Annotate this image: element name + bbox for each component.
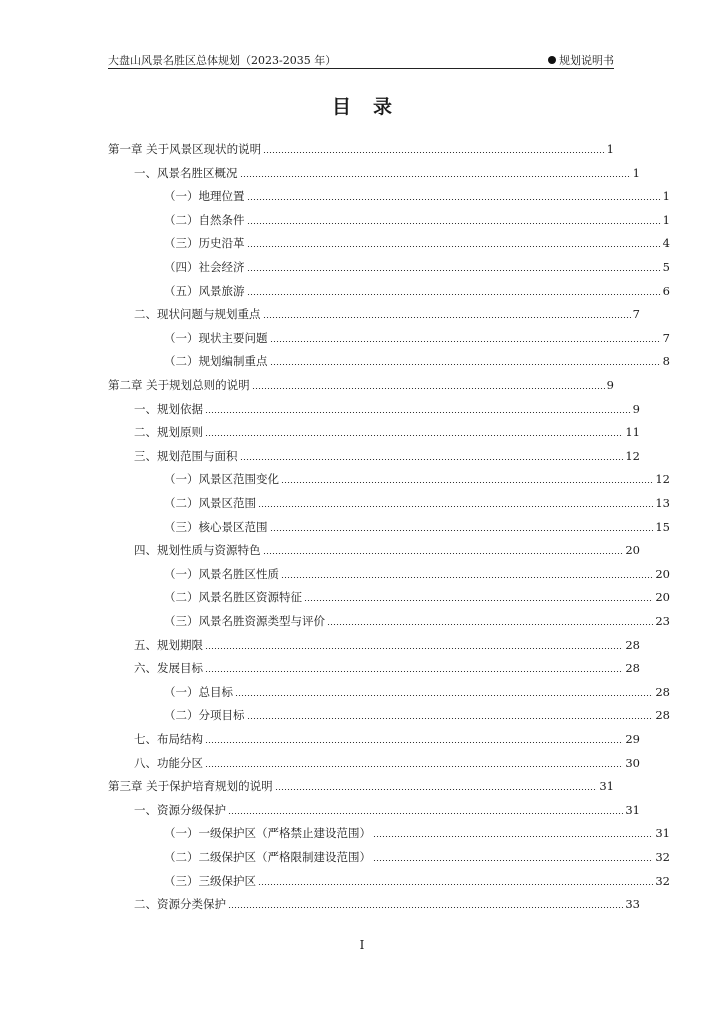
toc-entry-page: 6 [662, 283, 670, 298]
toc-entry-page: 7 [662, 330, 670, 345]
toc-entry-label: （一）总目标 [164, 684, 233, 699]
dot-leader [247, 246, 661, 247]
dot-leader [252, 388, 605, 389]
toc-entry-page: 12 [625, 448, 640, 463]
toc-entry-page: 28 [655, 684, 670, 699]
toc-entry-label: （三）核心景区范围 [164, 519, 268, 534]
toc-entry-label: 二、规划原则 [134, 425, 203, 440]
dot-leader [263, 553, 624, 554]
toc-entry[interactable] [108, 232, 670, 250]
section-label-text: 规划说明书 [559, 54, 614, 67]
toc-entry-page: 13 [655, 496, 670, 510]
toc-entry-page: 32 [655, 850, 670, 864]
toc-entry-page: 30 [625, 755, 640, 770]
dot-leader [205, 435, 623, 436]
toc-entry-label: （三）三级保护区 [164, 873, 256, 888]
toc-entry[interactable] [108, 870, 670, 888]
dot-leader [258, 884, 653, 885]
page-title: 目录 [331, 96, 414, 118]
toc-entry-label: （三）历史沿革 [164, 236, 245, 251]
toc-entry[interactable] [108, 799, 640, 817]
toc-entry-label: 二、现状问题与规划重点 [134, 307, 261, 322]
toc-entry-label: （二）二级保护区（严格限制建设范围） [164, 850, 371, 864]
toc-entry[interactable] [108, 280, 670, 298]
dot-leader [304, 600, 653, 601]
toc-entry-label: （一）地理位置 [164, 189, 245, 204]
toc-entry[interactable] [108, 492, 670, 510]
toc-entry[interactable] [108, 775, 614, 793]
toc-entry-page: 1 [662, 212, 670, 227]
toc-entry[interactable] [108, 634, 640, 652]
toc-entry[interactable] [108, 138, 614, 156]
toc-entry[interactable] [108, 209, 670, 227]
dot-leader [275, 789, 598, 790]
toc-entry-label: 一、规划依据 [134, 401, 203, 416]
toc-entry-page: 28 [655, 708, 670, 723]
toc-entry-label: （三）风景名胜资源类型与评价 [164, 614, 325, 628]
toc-entry-page: 29 [625, 732, 640, 746]
toc-entry-label: 第一章 关于风景区现状的说明 [108, 142, 262, 156]
toc-entry-page: 20 [655, 590, 670, 605]
dot-leader [247, 294, 661, 295]
toc-entry-label: 第三章 关于保护培育规划的说明 [108, 779, 273, 794]
toc-entry[interactable] [108, 162, 640, 180]
toc-entry[interactable] [108, 563, 670, 581]
toc-entry-page: 31 [625, 802, 640, 817]
toc-entry[interactable] [108, 185, 670, 203]
toc-entry[interactable] [108, 752, 640, 770]
toc-entry[interactable] [108, 610, 670, 628]
toc-entry[interactable] [108, 822, 670, 840]
toc-entry-page: 23 [655, 614, 670, 628]
dot-leader [373, 836, 653, 837]
dot-leader [205, 648, 623, 649]
toc-entry[interactable] [108, 350, 670, 368]
dot-leader [228, 813, 623, 814]
dot-leader [281, 482, 653, 483]
toc-entry[interactable] [108, 704, 670, 722]
toc-entry-page: 20 [655, 566, 670, 581]
toc-entry-page: 7 [632, 307, 640, 322]
toc-entry-label: （二）规划编制重点 [164, 354, 268, 369]
dot-leader [205, 412, 631, 413]
dot-leader [247, 199, 661, 200]
toc-entry-label: 一、风景名胜区概况 [134, 165, 238, 180]
toc-entry-page: 5 [662, 260, 670, 274]
dot-leader [263, 152, 605, 153]
toc-entry-page: 33 [625, 897, 640, 912]
toc-entry-label: （二）分项目标 [164, 708, 245, 723]
toc-entry[interactable] [108, 327, 670, 345]
document-title: 大盘山风景名胜区总体规划（2023-2035 年） [108, 54, 337, 67]
toc-entry-page: 11 [625, 425, 640, 440]
toc-entry-page: 12 [655, 472, 670, 487]
toc-entry-page: 8 [662, 354, 670, 369]
toc-entry-page: 15 [655, 519, 670, 534]
toc-entry[interactable] [108, 893, 640, 911]
bullet-icon [548, 56, 556, 64]
toc-entry-label: （一）现状主要问题 [164, 330, 268, 345]
toc-entry[interactable] [108, 374, 614, 392]
toc-entry-page: 1 [606, 142, 614, 156]
toc-entry-label: （二）风景区范围 [164, 496, 256, 510]
toc-entry[interactable] [108, 728, 640, 746]
toc-entry-label: （四）社会经济 [164, 260, 245, 274]
dot-leader [263, 317, 631, 318]
toc-entry[interactable] [108, 421, 640, 439]
toc-entry-label: （五）风景旅游 [164, 283, 245, 298]
toc-entry-page: 9 [632, 401, 640, 416]
toc-entry[interactable] [108, 681, 670, 699]
toc-entry-page: 20 [625, 543, 640, 558]
toc-entry-label: 第二章 关于规划总则的说明 [108, 378, 250, 392]
toc-entry[interactable] [108, 303, 640, 321]
dot-leader [270, 341, 661, 342]
toc-entry-label: 四、规划性质与资源特色 [134, 543, 261, 558]
toc-entry-page: 28 [625, 637, 640, 652]
dot-leader [205, 742, 623, 743]
dot-leader [240, 459, 624, 460]
toc-entry-label: （一）风景区范围变化 [164, 472, 279, 487]
toc-entry-label: （二）自然条件 [164, 212, 245, 227]
dot-leader [247, 718, 654, 719]
toc-entry[interactable] [108, 445, 640, 463]
toc-entry-label: （一）风景名胜区性质 [164, 566, 279, 581]
dot-leader [270, 364, 661, 365]
toc-entry-page: 31 [655, 826, 670, 841]
toc-entry-page: 1 [662, 189, 670, 204]
dot-leader [247, 270, 661, 271]
toc-entry-label: 七、布局结构 [134, 732, 203, 746]
toc-entry-label: （一）一级保护区（严格禁止建设范围） [164, 826, 371, 841]
dot-leader [247, 223, 661, 224]
toc-entry-label: 三、规划范围与面积 [134, 448, 238, 463]
toc-entry-label: 五、规划期限 [134, 637, 203, 652]
dot-leader [258, 506, 653, 507]
toc-entry[interactable] [108, 846, 670, 864]
toc-entry[interactable] [108, 586, 670, 604]
dot-leader [205, 671, 623, 672]
toc-entry-page: 9 [606, 378, 614, 392]
toc-entry[interactable] [108, 539, 640, 557]
dot-leader [270, 530, 654, 531]
toc-entry-label: 六、发展目标 [134, 661, 203, 676]
dot-leader [240, 176, 631, 177]
dot-leader [281, 577, 653, 578]
toc-entry-label: 一、资源分级保护 [134, 802, 226, 817]
page-number: I [359, 938, 365, 952]
dot-leader [205, 766, 623, 767]
toc-entry[interactable] [108, 256, 670, 274]
dot-leader [373, 860, 653, 861]
toc-entry-label: （二）风景名胜区资源特征 [164, 590, 302, 605]
toc-entry[interactable] [108, 516, 670, 534]
toc-entry[interactable] [108, 468, 670, 486]
toc-entry[interactable] [108, 398, 640, 416]
dot-leader [327, 624, 653, 625]
toc-entry-page: 32 [655, 873, 670, 888]
toc-entry-page: 31 [599, 779, 614, 794]
toc-entry-page: 1 [632, 165, 640, 180]
toc-entry-page: 28 [625, 661, 640, 676]
page-header [108, 48, 614, 69]
toc-entry-label: 八、功能分区 [134, 755, 203, 770]
toc-entry-label: 二、资源分类保护 [134, 897, 226, 912]
dot-leader [235, 695, 653, 696]
toc-entry[interactable] [108, 657, 640, 675]
dot-leader [228, 907, 623, 908]
toc-entry-page: 4 [662, 236, 670, 251]
section-label [548, 52, 614, 68]
